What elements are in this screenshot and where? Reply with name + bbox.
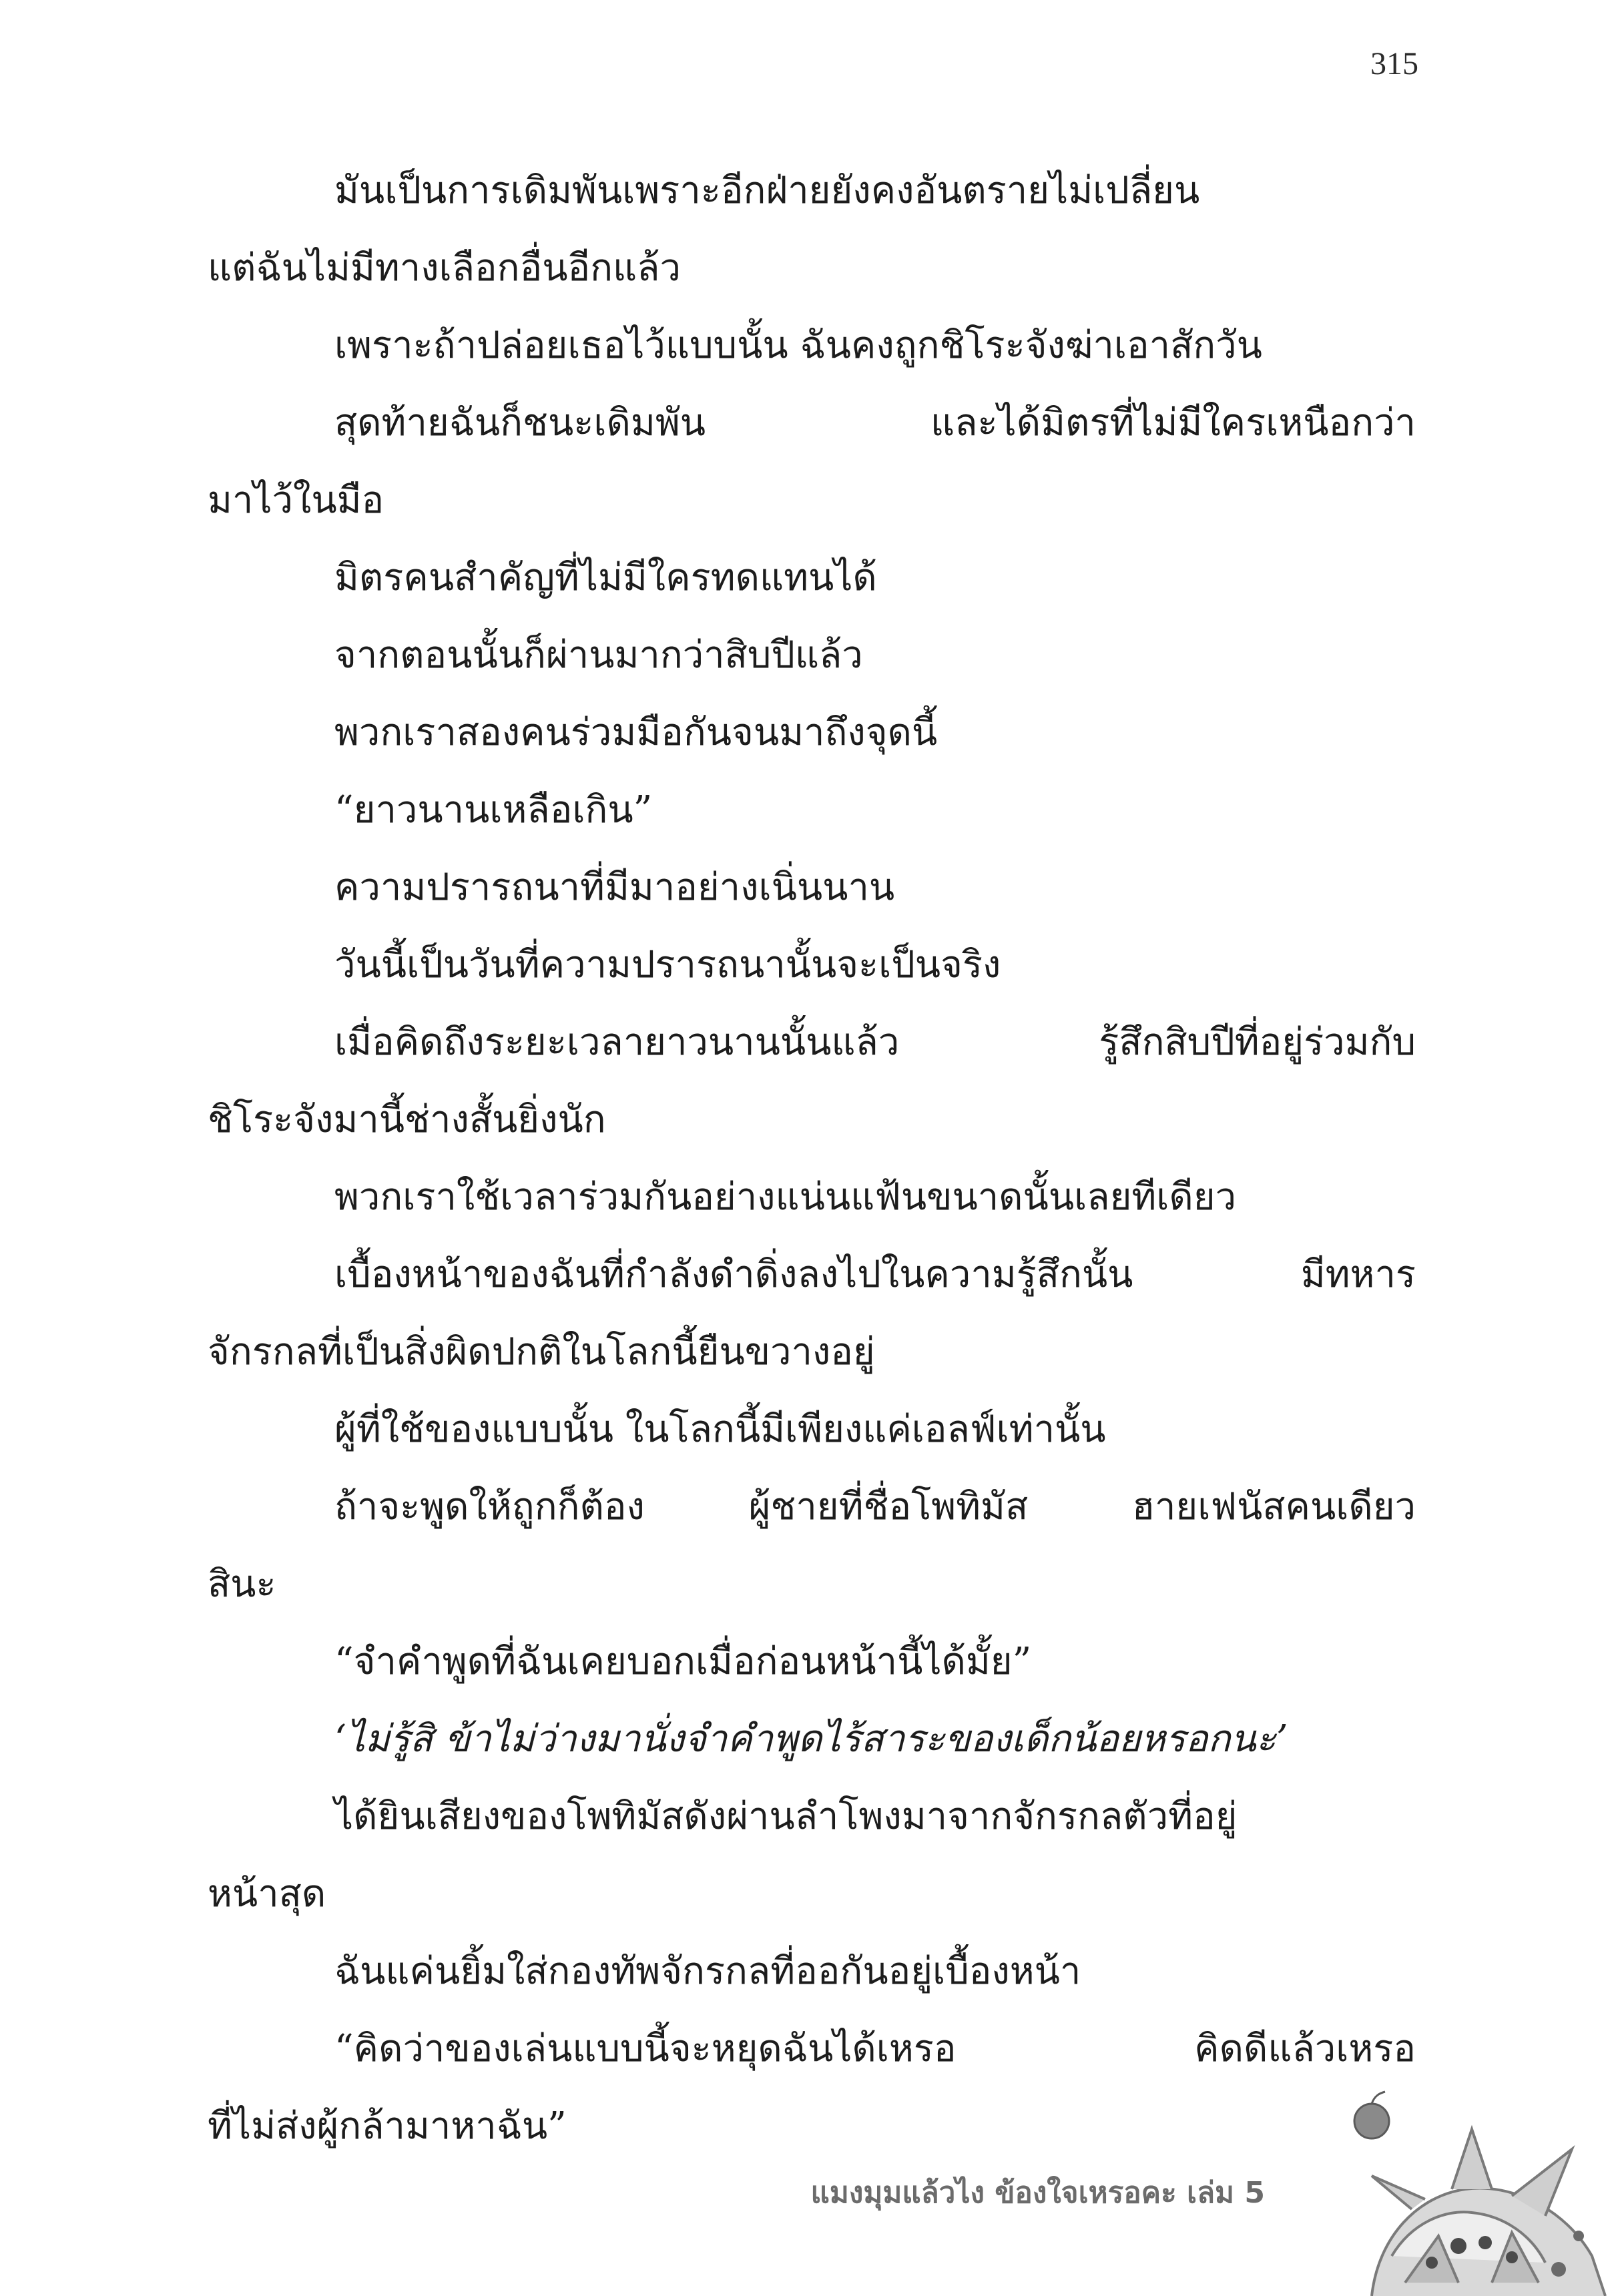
paragraph-line: ‘ไม่รู้สิ ข้าไม่ว่างมานั่งจำคำพูดไร้สาระของเด็กน้อยหรอกนะ’ — [334, 1717, 1288, 1761]
paragraph-line: ได้ยินเสียงของโพทิมัสดังผ่านลำโพงมาจากจักรกลตัวที่อยู่ — [334, 1795, 1238, 1838]
paragraph — [208, 1778, 1416, 1933]
paragraph-line: “คิดว่าของเล่นแบบนี้จะหยุดฉันได้เหรอ คิดดีแล้วเหรอ — [334, 2027, 1416, 2070]
paragraph-line: “จำคำพูดที่ฉันเคยบอกเมื่อก่อนหน้านี้ได้มั้ย” — [334, 1640, 1032, 1683]
paragraph-line: วันนี้เป็นวันที่ความปรารถนานั้นจะเป็นจริง — [334, 943, 1001, 986]
paragraph — [208, 772, 1416, 849]
body-text — [208, 152, 1416, 2165]
paragraph — [208, 617, 1416, 694]
paragraph-line: มาไว้ในมือ — [208, 479, 384, 522]
paragraph-line: แต่ฉันไม่มีทางเลือกอื่นอีกแล้ว — [208, 246, 681, 290]
paragraph-line: หน้าสุด — [208, 1872, 326, 1916]
paragraph-line: ผู้ที่ใช้ของแบบนั้น ในโลกนี้มีเพียงแค่เอลฟ์เท่านั้น — [334, 1408, 1106, 1451]
paragraph — [208, 1933, 1416, 2010]
paragraph-line: ชิโระจังมานี้ช่างสั้นยิ่งนัก — [208, 1098, 606, 1141]
paragraph-line: ความปรารถนาที่มีมาอย่างเนิ่นนาน — [334, 866, 895, 909]
paragraph — [208, 307, 1416, 384]
paragraph-line: เพราะถ้าปล่อยเธอไว้แบบนั้น ฉันคงถูกชิโระจังฆ่าเอาสักวัน — [334, 324, 1262, 367]
paragraph-line: จักรกลที่เป็นสิ่งผิดปกติในโลกนี้ยืนขวางอยู่ — [208, 1330, 875, 1374]
spider-mascot-illustration — [1292, 2082, 1612, 2296]
paragraph — [208, 694, 1416, 772]
paragraph-line: สินะ — [208, 1562, 276, 1606]
paragraph-line: พวกเราใช้เวลาร่วมกันอย่างแน่นแฟ้นขนาดนั้นเลยทีเดียว — [334, 1175, 1237, 1219]
paragraph-line: เมื่อคิดถึงระยะเวลายาวนานนั้นแล้ว รู้สึกสิบปีที่อยู่ร่วมกับ — [334, 1021, 1416, 1064]
paragraph — [208, 1004, 1416, 1159]
paragraph — [208, 1468, 1416, 1623]
paragraph — [208, 1623, 1416, 1701]
paragraph-line: พวกเราสองคนร่วมมือกันจนมาถึงจุดนี้ — [334, 711, 938, 754]
paragraph-line: ถ้าจะพูดให้ถูกก็ต้อง ผู้ชายที่ชื่อโพทิมัส ฮายเฟนัสคนเดียว — [334, 1485, 1416, 1528]
paragraph-line: สุดท้ายฉันก็ชนะเดิมพัน และได้มิตรที่ไม่มีใครเหนือกว่า — [334, 401, 1416, 445]
paragraph-line: ที่ไม่ส่งผู้กล้ามาหาฉัน” — [208, 2104, 567, 2148]
paragraph — [208, 1701, 1416, 1778]
paragraph-line: ฉันแค่นยิ้มใส่กองทัพจักรกลที่ออกันอยู่เบื้องหน้า — [334, 1950, 1081, 1993]
paragraph — [208, 539, 1416, 617]
paragraph — [208, 384, 1416, 539]
paragraph — [208, 1236, 1416, 1391]
paragraph — [208, 2010, 1416, 2165]
footer-title: แมงมุมแล้วไง ข้องใจเหรอคะ เล่ม 5 — [810, 2176, 1265, 2210]
paragraph — [208, 1159, 1416, 1236]
paragraph-line: มันเป็นการเดิมพันเพราะอีกฝ่ายยังคงอันตรายไม่เปลี่ยน — [334, 169, 1200, 212]
page-number: 315 — [1370, 46, 1418, 81]
paragraph-line: จากตอนนั้นก็ผ่านมากว่าสิบปีแล้ว — [334, 633, 863, 677]
paragraph — [208, 926, 1416, 1004]
paragraph-line: เบื้องหน้าของฉันที่กำลังดำดิ่งลงไปในความรู้สึกนั้น มีทหาร — [334, 1253, 1416, 1296]
paragraph — [208, 849, 1416, 926]
paragraph — [208, 1391, 1416, 1468]
paragraph-line: “ยาวนานเหลือเกิน” — [334, 788, 653, 832]
paragraph-line: มิตรคนสำคัญที่ไม่มีใครทดแทนได้ — [334, 556, 877, 599]
paragraph — [208, 152, 1416, 307]
